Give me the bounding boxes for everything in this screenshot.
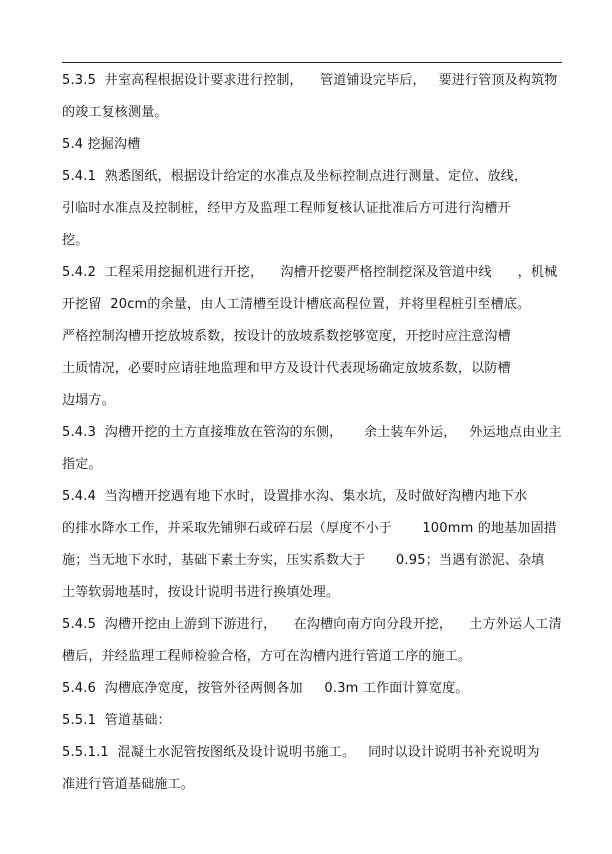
header-rule [62, 62, 562, 63]
section-heading: 5.4 挖掘沟槽 [62, 137, 141, 152]
text-line: 槽后，并经监理工程师检验合格，方可在沟槽内进行管道工序的施工。 [62, 649, 472, 664]
text-line: 土等软弱地基时，按设计说明书进行换填处理。 [62, 585, 340, 600]
text-line: 5.5.1.1 混凝土水泥管按图纸及设计说明书施工。 同时以设计说明书补充说明为 [62, 745, 540, 760]
text-line: 准进行管道基础施工。 [62, 777, 195, 792]
text-line: 5.4.6 沟槽底净宽度，按管外径两侧各加 0.3m 工作面计算宽度。 [62, 681, 469, 696]
section-heading: 5.5.1 管道基础： [62, 713, 171, 728]
text-line: 5.4.4 当沟槽开挖遇有地下水时，设置排水沟、集水坑，及时做好沟槽内地下水 [62, 489, 528, 504]
text-line: 开挖留 20cm的余量，由人工清槽至设计槽底高程位置，并将里程桩引至槽底。 [62, 297, 531, 312]
text-line: 引临时水准点及控制桩，经甲方及监理工程师复核认证批准后方可进行沟槽开 [62, 201, 511, 216]
text-line: 5.4.1 熟悉图纸，根据设计给定的水准点及坐标控制点进行测量、定位、放线， [62, 169, 528, 184]
text-line: 土质情况，必要时应请驻地监理和甲方及设计代表现场确定放坡系数，以防槽 [62, 361, 511, 376]
text-line: 的竣工复核测量。 [62, 105, 168, 120]
text-line: 边塌方。 [62, 393, 115, 408]
text-line: 施；当无地下水时，基础下素土夯实，压实系数大于 0.95；当遇有淤泥、杂填 [62, 553, 545, 568]
text-line: 5.4.2 工程采用挖掘机进行开挖， 沟槽开挖要严格控制挖深及管道中线 ，机械 [62, 265, 558, 280]
text-line: 5.4.5 沟槽开挖由上游到下游进行， 在沟槽向南方向分段开挖， 土方外运人工清 [62, 617, 562, 632]
text-line: 挖。 [62, 233, 89, 248]
text-line: 5.4.3 沟槽开挖的土方直接堆放在管沟的东侧， 余土装车外运， 外运地点由业主 [62, 425, 562, 440]
text-line: 严格控制沟槽开挖放坡系数，按设计的放坡系数挖够宽度，开挖时应注意沟槽 [62, 329, 511, 344]
text-line: 5.3.5 井室高程根据设计要求进行控制， 管道铺设完毕后， 要进行管顶及构筑物 [62, 73, 558, 88]
text-line: 的排水降水工作，并采取先铺卵石或碎石层（厚度不小于 100mm 的地基加固措 [62, 521, 557, 536]
text-line: 指定。 [62, 457, 102, 472]
